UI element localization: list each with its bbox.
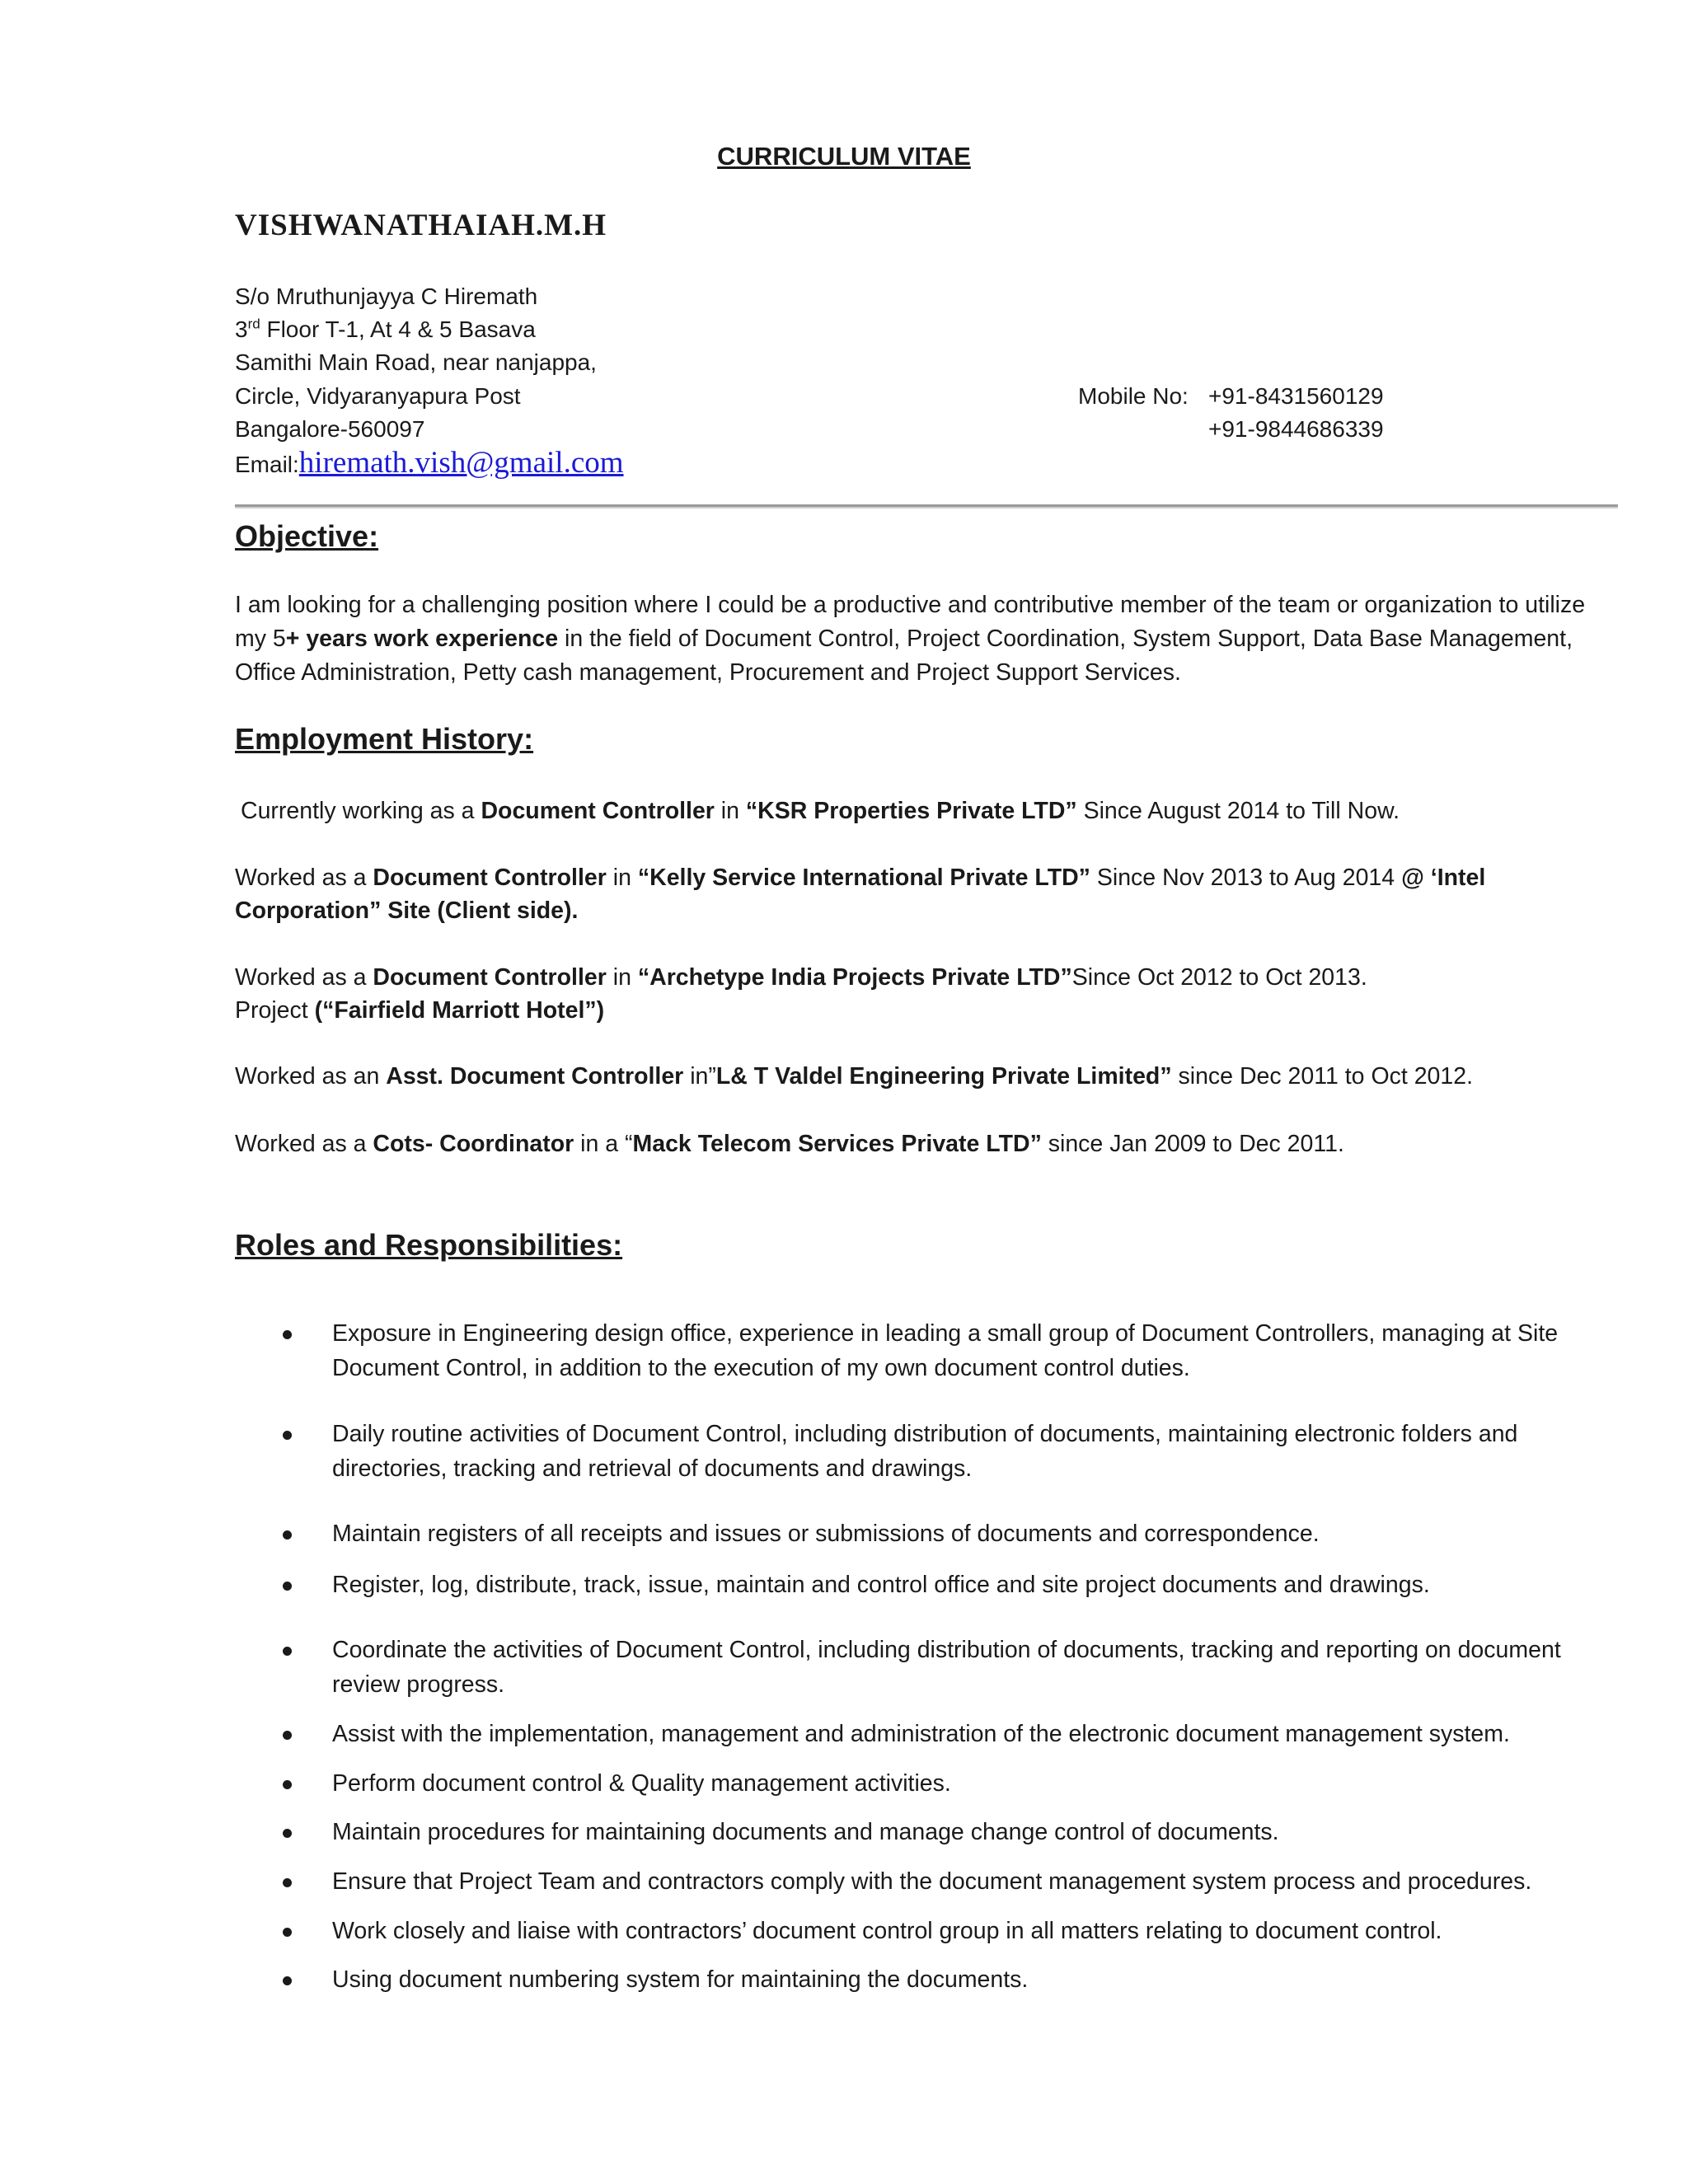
entry-text: Currently working as a [241,798,481,824]
employment-entry-5 [235,1127,1620,1160]
address-line-2 [235,316,536,344]
role-item-1: Exposure in Engineering design office, experience in leading a small group of Document Controllers, managing at Site Document Control, in addition to the execution of my own document control duties. [332,1320,1559,1381]
floor-rest: Floor T-1, At 4 & 5 Basava [260,316,536,342]
email-label: Email: [235,452,299,477]
role-item-3: Maintain registers of all receipts and issues or submissions of documents and correspondence. [332,1521,1320,1547]
entry-role: Document Controller [373,865,607,891]
bullet-icon [283,1928,292,1937]
email-link[interactable]: hiremath.vish@gmail.com [298,446,624,480]
bullet-icon [283,1530,292,1540]
employment-entry-4 [235,1060,1620,1093]
entry-company: “Kelly Service International Private LTD” [637,865,1090,891]
bullet-icon [283,1976,292,1985]
entry-project-label: Project [235,997,315,1024]
address-line-3: Samithi Main Road, near nanjappa, [235,349,597,375]
entry-role: Document Controller [481,798,715,824]
role-item-7: Perform document control & Quality management activities. [332,1770,951,1797]
mobile-secondary: +91-9844686339 [1208,416,1384,442]
entry-company: Mack Telecom Services Private LTD” [632,1131,1042,1157]
entry-period: Since Nov 2013 to Aug 2014 [1090,865,1402,891]
bullet-icon [283,1582,292,1591]
entry-company: L& T Valdel Engineering Private Limited” [715,1063,1172,1090]
mobile-label: Mobile No: [1078,383,1189,409]
document-title: CURRICULUM VITAE [717,142,971,171]
candidate-name: VISHWANATHAIAH.M.H [235,209,607,242]
employment-entry-2 [235,861,1620,927]
employment-entry-1 [241,794,1625,827]
entry-text: Worked as a [235,1131,373,1157]
role-item-5: Coordinate the activities of Document Control, including distribution of documents, tracking and reporting on document review progress. [332,1637,1561,1698]
entry-company: “Archetype India Projects Private LTD” [637,964,1072,991]
header-divider [235,504,1618,509]
objective-text [235,588,1620,690]
entry-role: Cots- Coordinator [373,1131,574,1157]
entry-text: Worked as a [235,865,373,891]
address-line-5: Bangalore-560097 [235,416,425,442]
role-item-9: Ensure that Project Team and contractors comply with the document management system process and procedures. [332,1868,1532,1895]
entry-period: Since August 2014 to Till Now. [1076,798,1400,824]
bullet-icon [283,1330,292,1339]
entry-period: Since Oct 2012 to Oct 2013. [1071,964,1367,991]
role-item-4: Register, log, distribute, track, issue, maintain and control office and site project documents and drawings. [332,1572,1430,1598]
bullet-icon [283,1878,292,1887]
bullet-icon [283,1647,292,1656]
bullet-icon [283,1829,292,1838]
entry-role: Document Controller [373,964,607,991]
role-item-8: Maintain procedures for maintaining documents and manage change control of documents. [332,1819,1279,1845]
entry-text: in a “ [574,1131,633,1157]
bullet-icon [283,1731,292,1740]
employment-entry-3 [235,961,1620,1027]
roles-heading: Roles and Responsibilities: [235,1228,623,1262]
mobile-primary: +91-8431560129 [1208,383,1384,409]
email-line [235,445,624,481]
bullet-icon [283,1780,292,1789]
role-item-2: Daily routine activities of Document Control, including distribution of documents, maintaining electronic folders and directories, tracking and retrieval of documents and drawings. [332,1421,1518,1482]
entry-period: since Dec 2011 to Oct 2012. [1171,1063,1474,1090]
entry-project: (“Fairfield Marriott Hotel”) [314,997,605,1024]
entry-company: “KSR Properties Private LTD” [745,798,1077,824]
role-item-6: Assist with the implementation, management and administration of the electronic document management system. [332,1721,1510,1747]
entry-text: Worked as an [235,1063,387,1090]
entry-text: in” [683,1063,716,1090]
role-item-10: Work closely and liaise with contractors’ document control group in all matters relating to document control. [332,1918,1442,1944]
entry-text: in [606,964,638,991]
role-item-11: Using document numbering system for maintaining the documents. [332,1966,1029,1993]
floor-number: 3 [235,316,248,342]
objective-heading: Objective: [235,519,379,553]
address-line-1: S/o Mruthunjayya C Hiremath [235,284,538,309]
address-line-4: Circle, Vidyaranyapura Post [235,383,521,409]
floor-ordinal: rd [247,316,260,332]
entry-text: in [606,865,638,891]
objective-part-2: in the field of Document Control, Project Coordination, System Support, Data Base Management, Office Administration, Petty cash management, Procurement and Project Support Services. [235,626,1573,686]
entry-period: since Jan 2009 to Dec 2011. [1041,1131,1344,1157]
entry-text: in [714,798,746,824]
objective-experience: + years work experience [285,626,559,652]
entry-text: Worked as a [235,964,373,991]
bullet-icon [283,1431,292,1440]
entry-client-site: @ ‘Intel Corporation” Site (Client side). [235,865,1486,924]
entry-role: Asst. Document Controller [386,1063,684,1090]
objective-part-1: I am looking for a challenging position where I could be a productive and contributive member of the team or organization to utilize my 5 [235,592,1586,652]
employment-heading: Employment History: [235,722,534,756]
